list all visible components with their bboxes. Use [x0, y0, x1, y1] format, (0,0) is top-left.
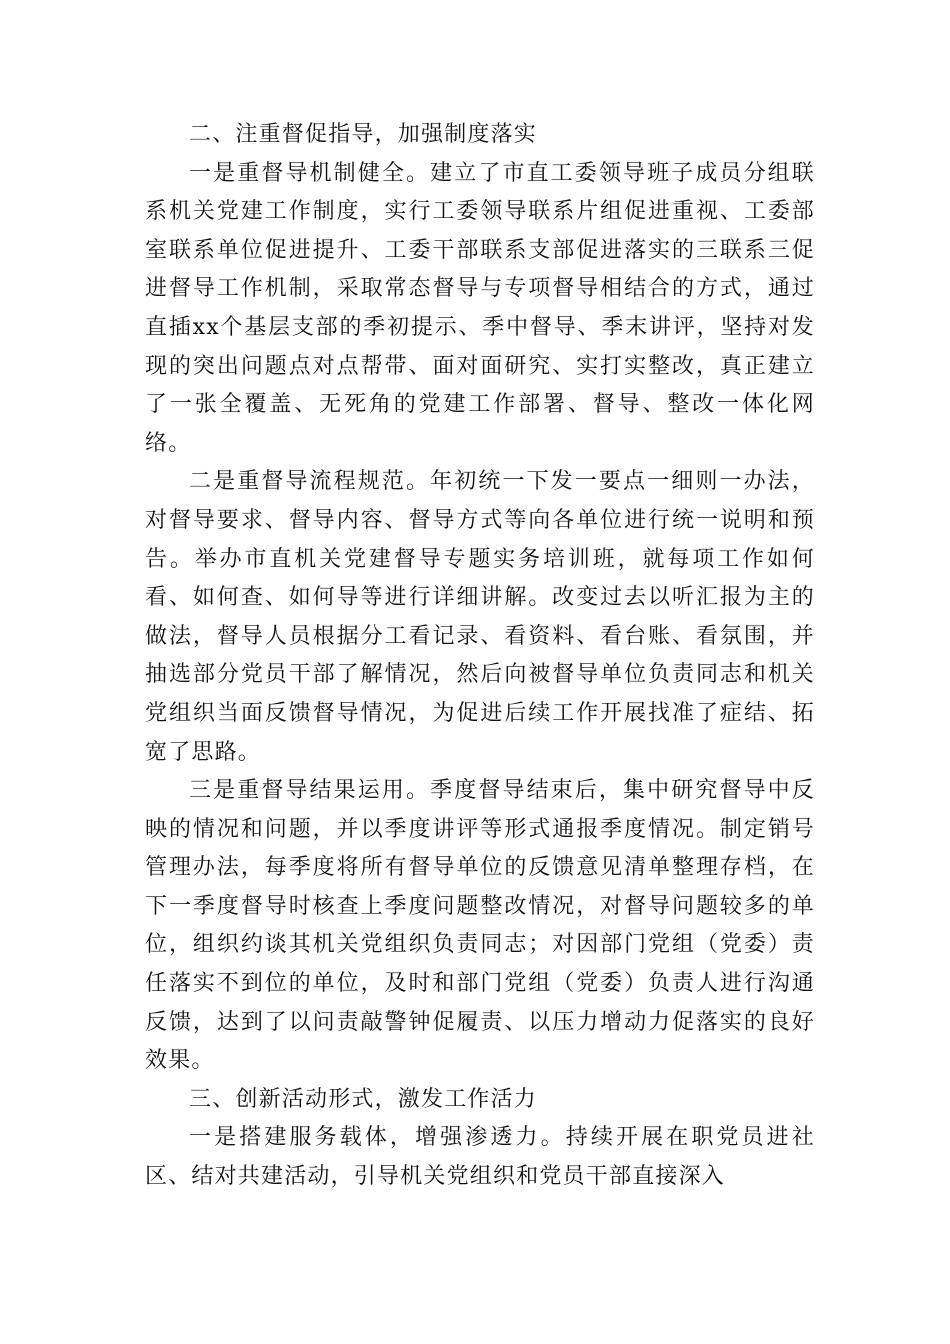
section-heading-3: 三、创新活动形式，激发工作活力	[189, 1086, 538, 1112]
paragraph-supervision-results: 三是重督导结果运用。季度督导结束后，集中研究督导中反映的情况和问题，并以季度讲评等形式通报季度情况。制定销号管理办法，每季度将所有督导单位的反馈意见清单整理存档，在下一季度督导时核查上季度问题整改情况，对督导问题较多的单位，组织约谈其机关党组织负责同志；对因部门党组（党委）责任落实不到位的单位，及时和部门党组（党委）负责人进行沟通反馈，达到了以问责敲警钟促履责、以压力增动力促落实的良好效果。	[145, 778, 815, 1074]
section-heading-2: 二、注重督促指导，加强制度落实	[189, 122, 538, 147]
paragraph-supervision-process: 二是重督导流程规范。年初统一下发一要点一细则一办法，对督导要求、督导内容、督导方式等向各单位进行统一说明和预告。举办市直机关党建督导专题实务培训班，就每项工作如何看、如何查、如何导等进行详细讲解。改变过去以听汇报为主的做法，督导人员根据分工看记录、看资料、看台账、看氛围，并抽选部分党员干部了解情况，然后向被督导单位负责同志和机关党组织当面反馈督导情况，为促进后续工作开展找准了症结、拓宽了思路。	[145, 469, 815, 765]
document-body	[145, 116, 815, 1197]
paragraph-service-carrier: 一是搭建服务载体，增强渗透力。持续开展在职党员进社区、结对共建活动，引导机关党组织和党员干部直接深入	[145, 1125, 815, 1190]
paragraph-supervision-mechanism: 一是重督导机制健全。建立了市直工委领导班子成员分组联系机关党建工作制度，实行工委领导联系片组促进重视、工委部室联系单位促进提升、工委干部联系支部促进落实的三联系三促进督导工作机制，采取常态督导与专项督导相结合的方式，通过直插xx个基层支部的季初提示、季中督导、季末讲评，坚持对发现的突出问题点对点帮带、面对面研究、实打实整改，真正建立了一张全覆盖、无死角的党建工作部署、督导、整改一体化网络。	[145, 160, 815, 456]
